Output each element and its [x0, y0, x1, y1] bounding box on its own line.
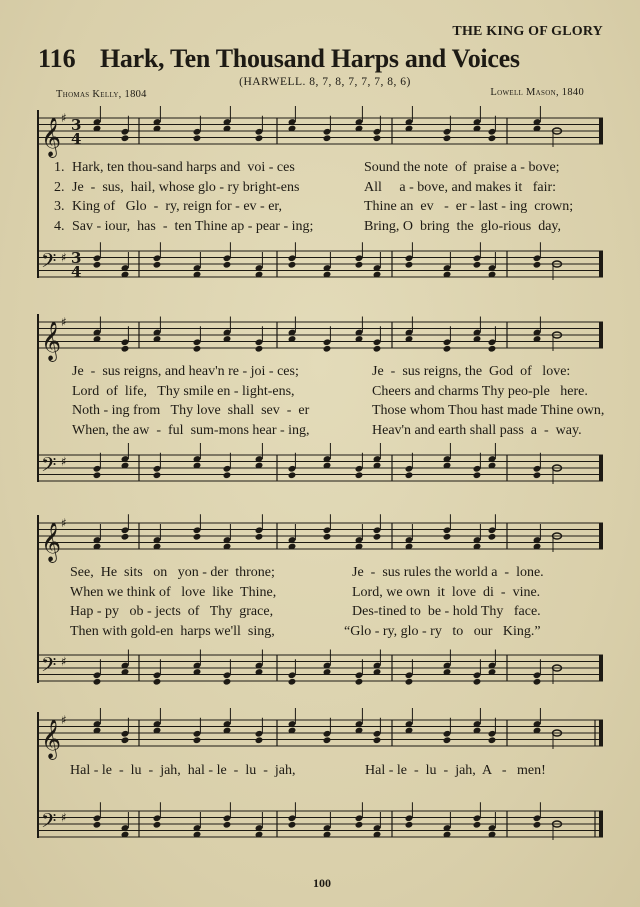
svg-text:𝄢: 𝄢 — [41, 249, 57, 277]
svg-text:𝄢: 𝄢 — [41, 653, 57, 681]
treble-staff-system-1 — [37, 110, 605, 157]
lyric-line-verse-4: 4. Sav - iour, has - ten Thine ap - pear - ing; Bring, O bring the glo-rious day, — [54, 218, 562, 234]
svg-text:♯: ♯ — [61, 713, 67, 727]
tune-meter: (HARWELL. 8, 7, 8, 7, 7, 7, 8, 6) — [239, 76, 411, 88]
lyric-line-verse-4: Then with gold-en harps we'll sing, “Glo - ry, glo - ry to our King.” — [70, 623, 541, 639]
bass-staff-system-1 — [37, 243, 605, 283]
svg-text:♯: ♯ — [61, 111, 67, 125]
svg-text:𝄞: 𝄞 — [41, 522, 62, 562]
lyrics-system-3 — [70, 563, 630, 641]
lyric-line-verse-1: 1. Hark, ten thou-sand harps and voi - ces Sound the note of praise a - bove; — [54, 160, 560, 175]
svg-text:♯: ♯ — [61, 315, 67, 329]
svg-text:♯: ♯ — [61, 516, 67, 530]
treble-staff-system-3 — [37, 515, 605, 562]
svg-text:4: 4 — [71, 263, 82, 281]
lyrics-system-1 — [54, 158, 614, 236]
hymn-number: 116 — [38, 44, 76, 73]
svg-text:𝄞: 𝄞 — [41, 117, 62, 157]
lyric-line-verse-4: When, the aw - ful sum-mons hear - ing, Heav'n and earth shall pass a - way. — [72, 422, 582, 438]
svg-text:𝄞: 𝄞 — [41, 321, 62, 361]
treble-staff-system-2 — [37, 314, 605, 361]
svg-text:𝄢: 𝄢 — [41, 809, 57, 837]
page-number: 100 — [313, 876, 331, 890]
svg-text:4: 4 — [71, 130, 82, 148]
svg-text:♯: ♯ — [61, 250, 67, 265]
composer-credit: Lowell Mason, 1840 — [490, 87, 584, 98]
bass-staff-system-4 — [37, 803, 605, 843]
lyric-line-verse-1: Je - sus reigns, and heav'n re - joi - ces; Je - sus reigns, the God of love: — [72, 364, 571, 379]
lyric-line-verse-2: When we think of love like Thine, Lord, we own it love di - vine. — [70, 584, 541, 600]
lyric-line-refrain: Hal - le - lu - jah, hal - le - lu - jah, Hal - le - lu - jah, A - men! — [70, 763, 546, 778]
hymn-title: Hark, Ten Thousand Harps and Voices — [100, 44, 520, 73]
lyric-line-verse-1: See, He sits on yon - der throne; Je - sus rules the world a - lone. — [70, 565, 544, 580]
svg-text:♯: ♯ — [61, 454, 67, 469]
svg-text:𝄢: 𝄢 — [41, 453, 57, 481]
lyric-line-verse-3: Noth - ing from Thy love shall sev - er Those whom Thou hast made Thine own, — [72, 403, 605, 418]
lyric-line-verse-3: 3. King of Glo - ry, reign for - ev - er, Thine an ev - er - last - ing crown; — [54, 199, 574, 214]
lyrics-system-4 — [70, 761, 630, 781]
lyric-line-verse-2: Lord of life, Thy smile en - light-ens, Cheers and charms Thy peo-ple here. — [72, 383, 588, 399]
svg-text:𝄞: 𝄞 — [41, 719, 62, 759]
svg-text:3: 3 — [71, 249, 82, 267]
svg-text:♯: ♯ — [61, 654, 67, 669]
svg-text:3: 3 — [71, 116, 82, 134]
svg-text:♯: ♯ — [61, 810, 67, 825]
treble-staff-system-4 — [37, 712, 605, 759]
lyric-line-verse-2: 2. Je - sus, hail, whose glo - ry bright-ens All a - bove, and makes it fair: — [54, 179, 557, 195]
lyric-line-verse-3: Hap - py ob - jects of Thy grace, Des-tined to be - hold Thy face. — [70, 604, 541, 619]
running-head: THE KING OF GLORY — [452, 24, 603, 39]
lyrics-system-2 — [54, 362, 614, 440]
bass-staff-system-2 — [37, 447, 605, 487]
author-credit: Thomas Kelly, 1804 — [56, 89, 147, 100]
bass-staff-system-3 — [37, 647, 605, 687]
